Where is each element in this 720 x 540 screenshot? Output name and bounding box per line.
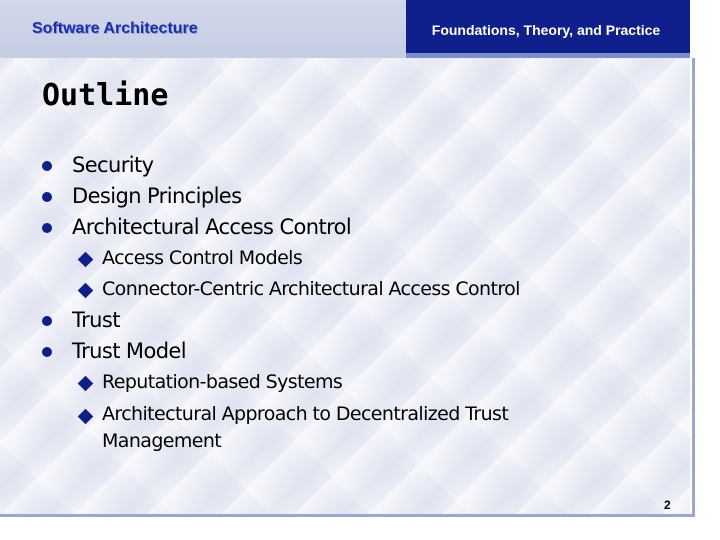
diamond-bullet-icon <box>78 409 94 425</box>
list-item-text: Architectural Approach to Decentralized Trust Management <box>102 403 509 452</box>
outline-list <box>40 150 680 455</box>
list-item <box>40 181 680 212</box>
diamond-bullet-icon <box>78 376 94 392</box>
bottom-border-line <box>0 514 695 517</box>
bottom-margin-bar <box>0 516 720 540</box>
list-item-text: Architectural Access Control <box>72 215 352 239</box>
course-subtitle: Foundations, Theory, and Practice <box>431 22 661 38</box>
list-item-text: Design Principles <box>72 184 242 208</box>
round-bullet-icon <box>42 161 52 171</box>
course-title: Software Architecture <box>32 20 198 37</box>
round-bullet-icon <box>42 192 52 202</box>
sub-list-item <box>40 398 622 455</box>
right-border-line <box>692 58 695 520</box>
list-item-text: Reputation-based Systems <box>102 371 343 393</box>
slide-title: Outline <box>42 78 169 113</box>
list-item <box>40 212 680 243</box>
round-bullet-icon <box>42 347 52 357</box>
list-item-text: Security <box>72 153 154 177</box>
round-bullet-icon <box>42 223 52 233</box>
list-item <box>40 150 680 181</box>
round-bullet-icon <box>42 316 52 326</box>
diamond-bullet-icon <box>78 252 94 268</box>
slide-header <box>0 0 720 58</box>
sub-list-item <box>40 243 680 274</box>
list-item-text: Connector-Centric Architectural Access Control <box>102 278 520 300</box>
page-number: 2 <box>664 498 671 512</box>
list-item <box>40 336 680 367</box>
sub-list-item <box>40 367 680 398</box>
sub-list-item <box>40 274 680 305</box>
list-item-text: Trust Model <box>72 339 186 363</box>
list-item <box>40 305 680 336</box>
list-item-text: Trust <box>72 308 120 332</box>
header-accent-line <box>406 53 690 58</box>
diamond-bullet-icon <box>78 283 94 299</box>
list-item-text: Access Control Models <box>102 247 303 269</box>
